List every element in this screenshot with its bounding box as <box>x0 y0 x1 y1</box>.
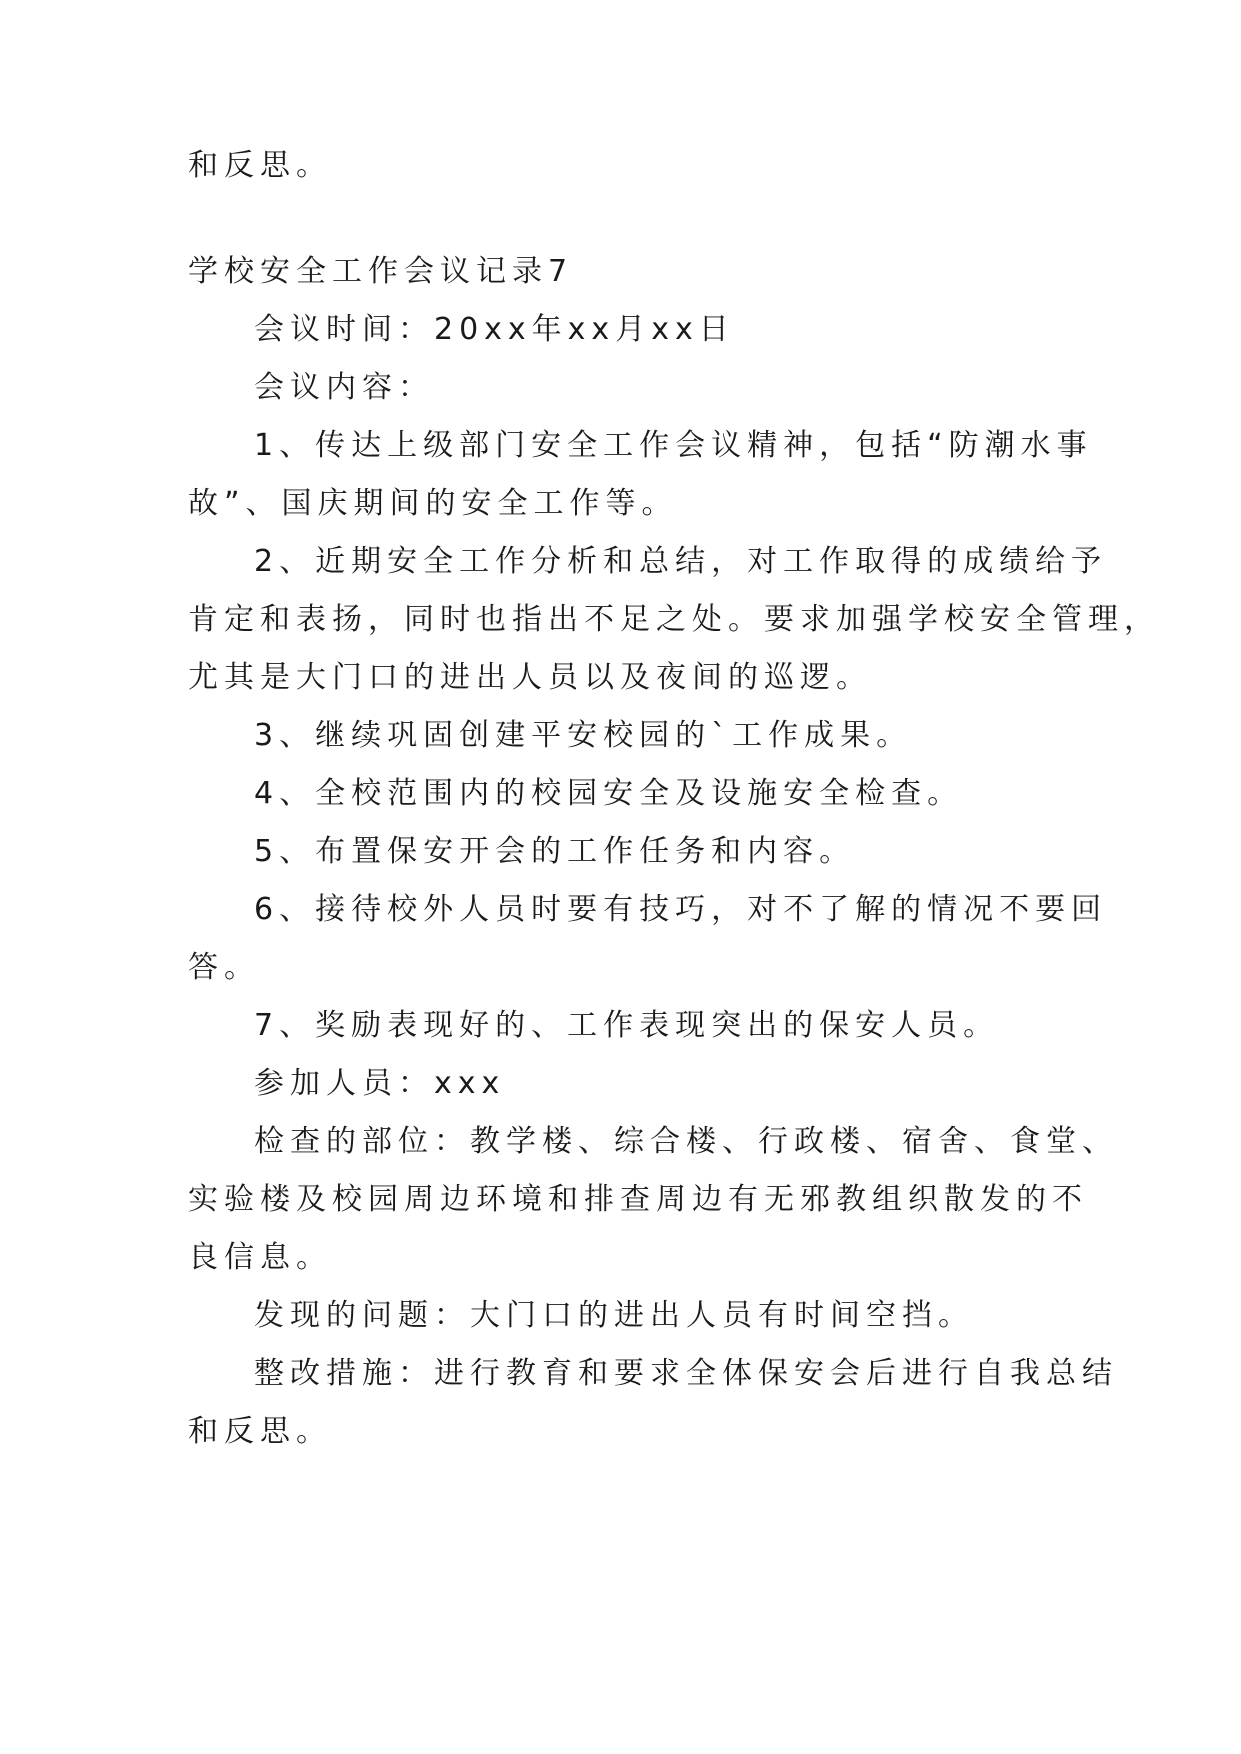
item-2-line-3: 尤其是大门口的进出人员以及夜间的巡逻。 <box>188 660 872 695</box>
paragraph-continuation: 和反思。 <box>188 148 332 183</box>
item-6-line-1: 6、接待校外人员时要有技巧，对不了解的情况不要回 <box>254 892 1108 927</box>
meeting-content-label: 会议内容： <box>254 370 434 405</box>
meeting-time: 会议时间：20xx年xx月xx日 <box>254 312 735 347</box>
item-5: 5、布置保安开会的工作任务和内容。 <box>254 834 856 869</box>
item-1-line-1: 1、传达上级部门安全工作会议精神，包括“防潮水事 <box>254 428 1093 463</box>
item-4: 4、全校范围内的校园安全及设施安全检查。 <box>254 776 964 811</box>
inspection-areas-line-3: 良信息。 <box>188 1240 332 1275</box>
participants: 参加人员：xxx <box>254 1066 506 1101</box>
corrective-measures-line-2: 和反思。 <box>188 1414 332 1449</box>
item-2-line-2: 肯定和表扬，同时也指出不足之处。要求加强学校安全管理， <box>188 602 1160 637</box>
inspection-areas-line-1: 检查的部位：教学楼、综合楼、行政楼、宿舍、食堂、 <box>254 1124 1118 1159</box>
item-3: 3、继续巩固创建平安校园的`工作成果。 <box>254 718 913 753</box>
inspection-areas-line-2: 实验楼及校园周边环境和排查周边有无邪教组织散发的不 <box>188 1182 1088 1217</box>
item-6-line-2: 答。 <box>188 950 260 985</box>
item-2-line-1: 2、近期安全工作分析和总结，对工作取得的成绩给予 <box>254 544 1108 579</box>
corrective-measures-line-1: 整改措施：进行教育和要求全体保安会后进行自我总结 <box>254 1356 1118 1391</box>
problems-found: 发现的问题：大门口的进出人员有时间空挡。 <box>254 1298 974 1333</box>
section-title: 学校安全工作会议记录7 <box>188 254 574 289</box>
item-1-line-2: 故”、国庆期间的安全工作等。 <box>188 486 678 521</box>
item-7: 7、奖励表现好的、工作表现突出的保安人员。 <box>254 1008 1000 1043</box>
